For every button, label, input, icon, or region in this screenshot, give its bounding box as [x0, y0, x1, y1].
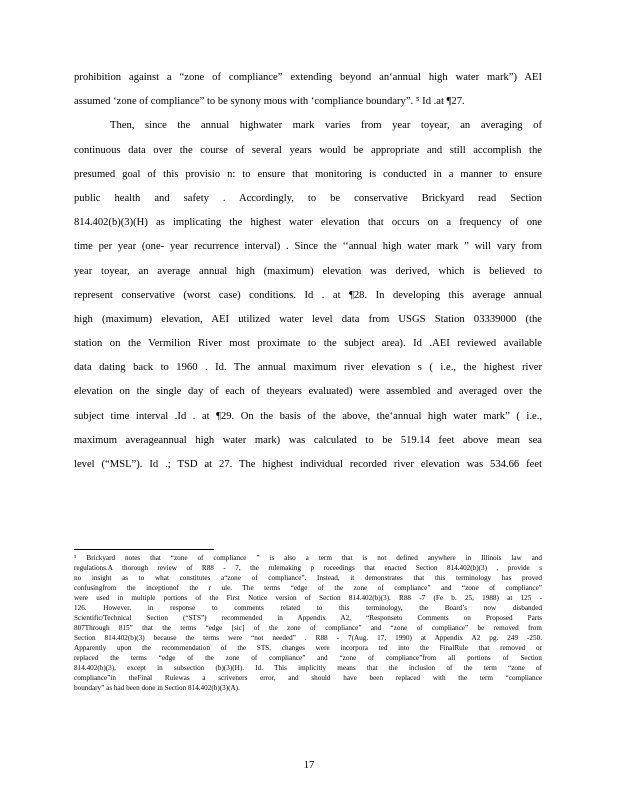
- footnote-line: replaced the terms “edge of the zone of compliance” and “zone of compliance”from all portions of Section: [74, 654, 542, 662]
- body-line: continuous data over the course of several years would be appropriate and still accomplish the: [74, 144, 542, 156]
- body-line: time per year (one- year recurrence interval) . Since the ‘‘annual high water mark ” will vary from: [74, 241, 542, 253]
- footnote-separator: [74, 549, 214, 550]
- footnote-line: boundary” as had been done in Section 814.402(b)(3)(A).: [74, 684, 240, 692]
- body-line: elevation on the single day of each of theyears evaluated) were assembled and averaged over the: [74, 386, 542, 398]
- footnote-line: Section 814.402(b)(3) because the terms were “not needed” . R88 - 7(Aug. 17, 1990) at Appendix A2 pg. 249 -250.: [74, 634, 542, 642]
- body-line: 814.402(b)(3)(H) as implicating the highest water elevation that occurs on a frequency of one: [74, 217, 542, 229]
- body-line: level (“MSL”). Id .; TSD at 27. The highest individual recorded river elevation was 534.66 feet: [74, 459, 542, 470]
- footnote-line: compliance”in theFinal Rulewas a scriveners error, and should have been replaced with the term “compliance: [74, 674, 542, 682]
- body-line: station on the Vermilion River most proximate to the subject area). Id .AEI reviewed available: [74, 338, 542, 350]
- body-line: presumed goal of this provisio n: to ensure that monitoring is conducted in a manner to ensure: [74, 168, 542, 180]
- body-line: prohibition against a “zone of compliance” extending beyond an‘annual high water mark”) AEI: [74, 72, 542, 83]
- page-number: 17: [303, 760, 315, 771]
- footnote-line: 807Through 815” that the terms “edge [sic] of the zone of compliance” and “zone of compliance” be removed from: [74, 624, 542, 632]
- footnote-line: 126. However, in response to comments related to this terminology, the Board’s now disbanded: [74, 604, 542, 612]
- body-line: data dating back to 1960 . Id. The annual maximum river elevation s ( i.e., the highest river: [74, 362, 542, 374]
- footnote: [74, 553, 542, 693]
- body-line: year toyear, an average annual high (maximum) elevation was derived, which is believed to: [74, 265, 542, 277]
- body-line: subject time interval .Id . at ¶29. On the basis of the above, the‘annual high water mark” ( i.e.,: [74, 410, 542, 422]
- footnote-line: no insight as to what constitutes a“zone of compliance”. Instead, it demonstrates that this terminology has proved: [74, 574, 542, 582]
- body-line: maximum averageannual high water mark) was calculated to be 519.14 feet above mean sea: [74, 434, 542, 446]
- body-line: public health and safety . Accordingly, to be conservative Brickyard read Section: [74, 192, 542, 204]
- footnote-line: Scientific/Technical Section (“STS”) recommended in Appendix A2, “Responseto Comments on Proposed Parts: [74, 614, 542, 622]
- body-line: assumed ‘zone of compliance” to be synony mous with ‘compliance boundary”. ⁵ Id .at ¶27.: [74, 96, 465, 108]
- footnote-line: confusingfrom the inceptionof the r ule. The terms “edge of the zone of compliance” and “zone of compliance”: [74, 584, 542, 592]
- body-line: high (maximum) elevation, AEI utilized water level data from USGS Station 03339000 (the: [74, 313, 542, 325]
- footnote-line: ⁵ Brickyard notes that “zone of compliance ” is also a term that is not defined anywhere in Illinois law and: [74, 554, 542, 562]
- footnote-line: 814.402(b)(3), except in subsection (b)(3)(H). Id. This implicitly means that the inclusion of the term “zone of: [74, 664, 542, 672]
- body-text: [74, 66, 542, 477]
- body-line: Then, since the annual highwater mark varies from year toyear, an averaging of: [110, 120, 542, 132]
- footnote-line: were used in multiple portions of the First Notice version of Section 814.402(b)(3). R88 -7 (Fe b. 25, 1988) at 125 -: [74, 594, 542, 602]
- body-line: represent conservative (worst case) conditions. Id . at ¶28. In developing this average annual: [74, 289, 542, 301]
- footnote-line: Apparently upon the recommendation of the STS, changes were incorpora ted into the FinalRule that removed or: [74, 644, 542, 652]
- footnote-line: regulations.A thorough review of R88 - 7, the rulemaking p roceedings that enacted Section 814.402(b)(3) , provide s: [74, 564, 542, 572]
